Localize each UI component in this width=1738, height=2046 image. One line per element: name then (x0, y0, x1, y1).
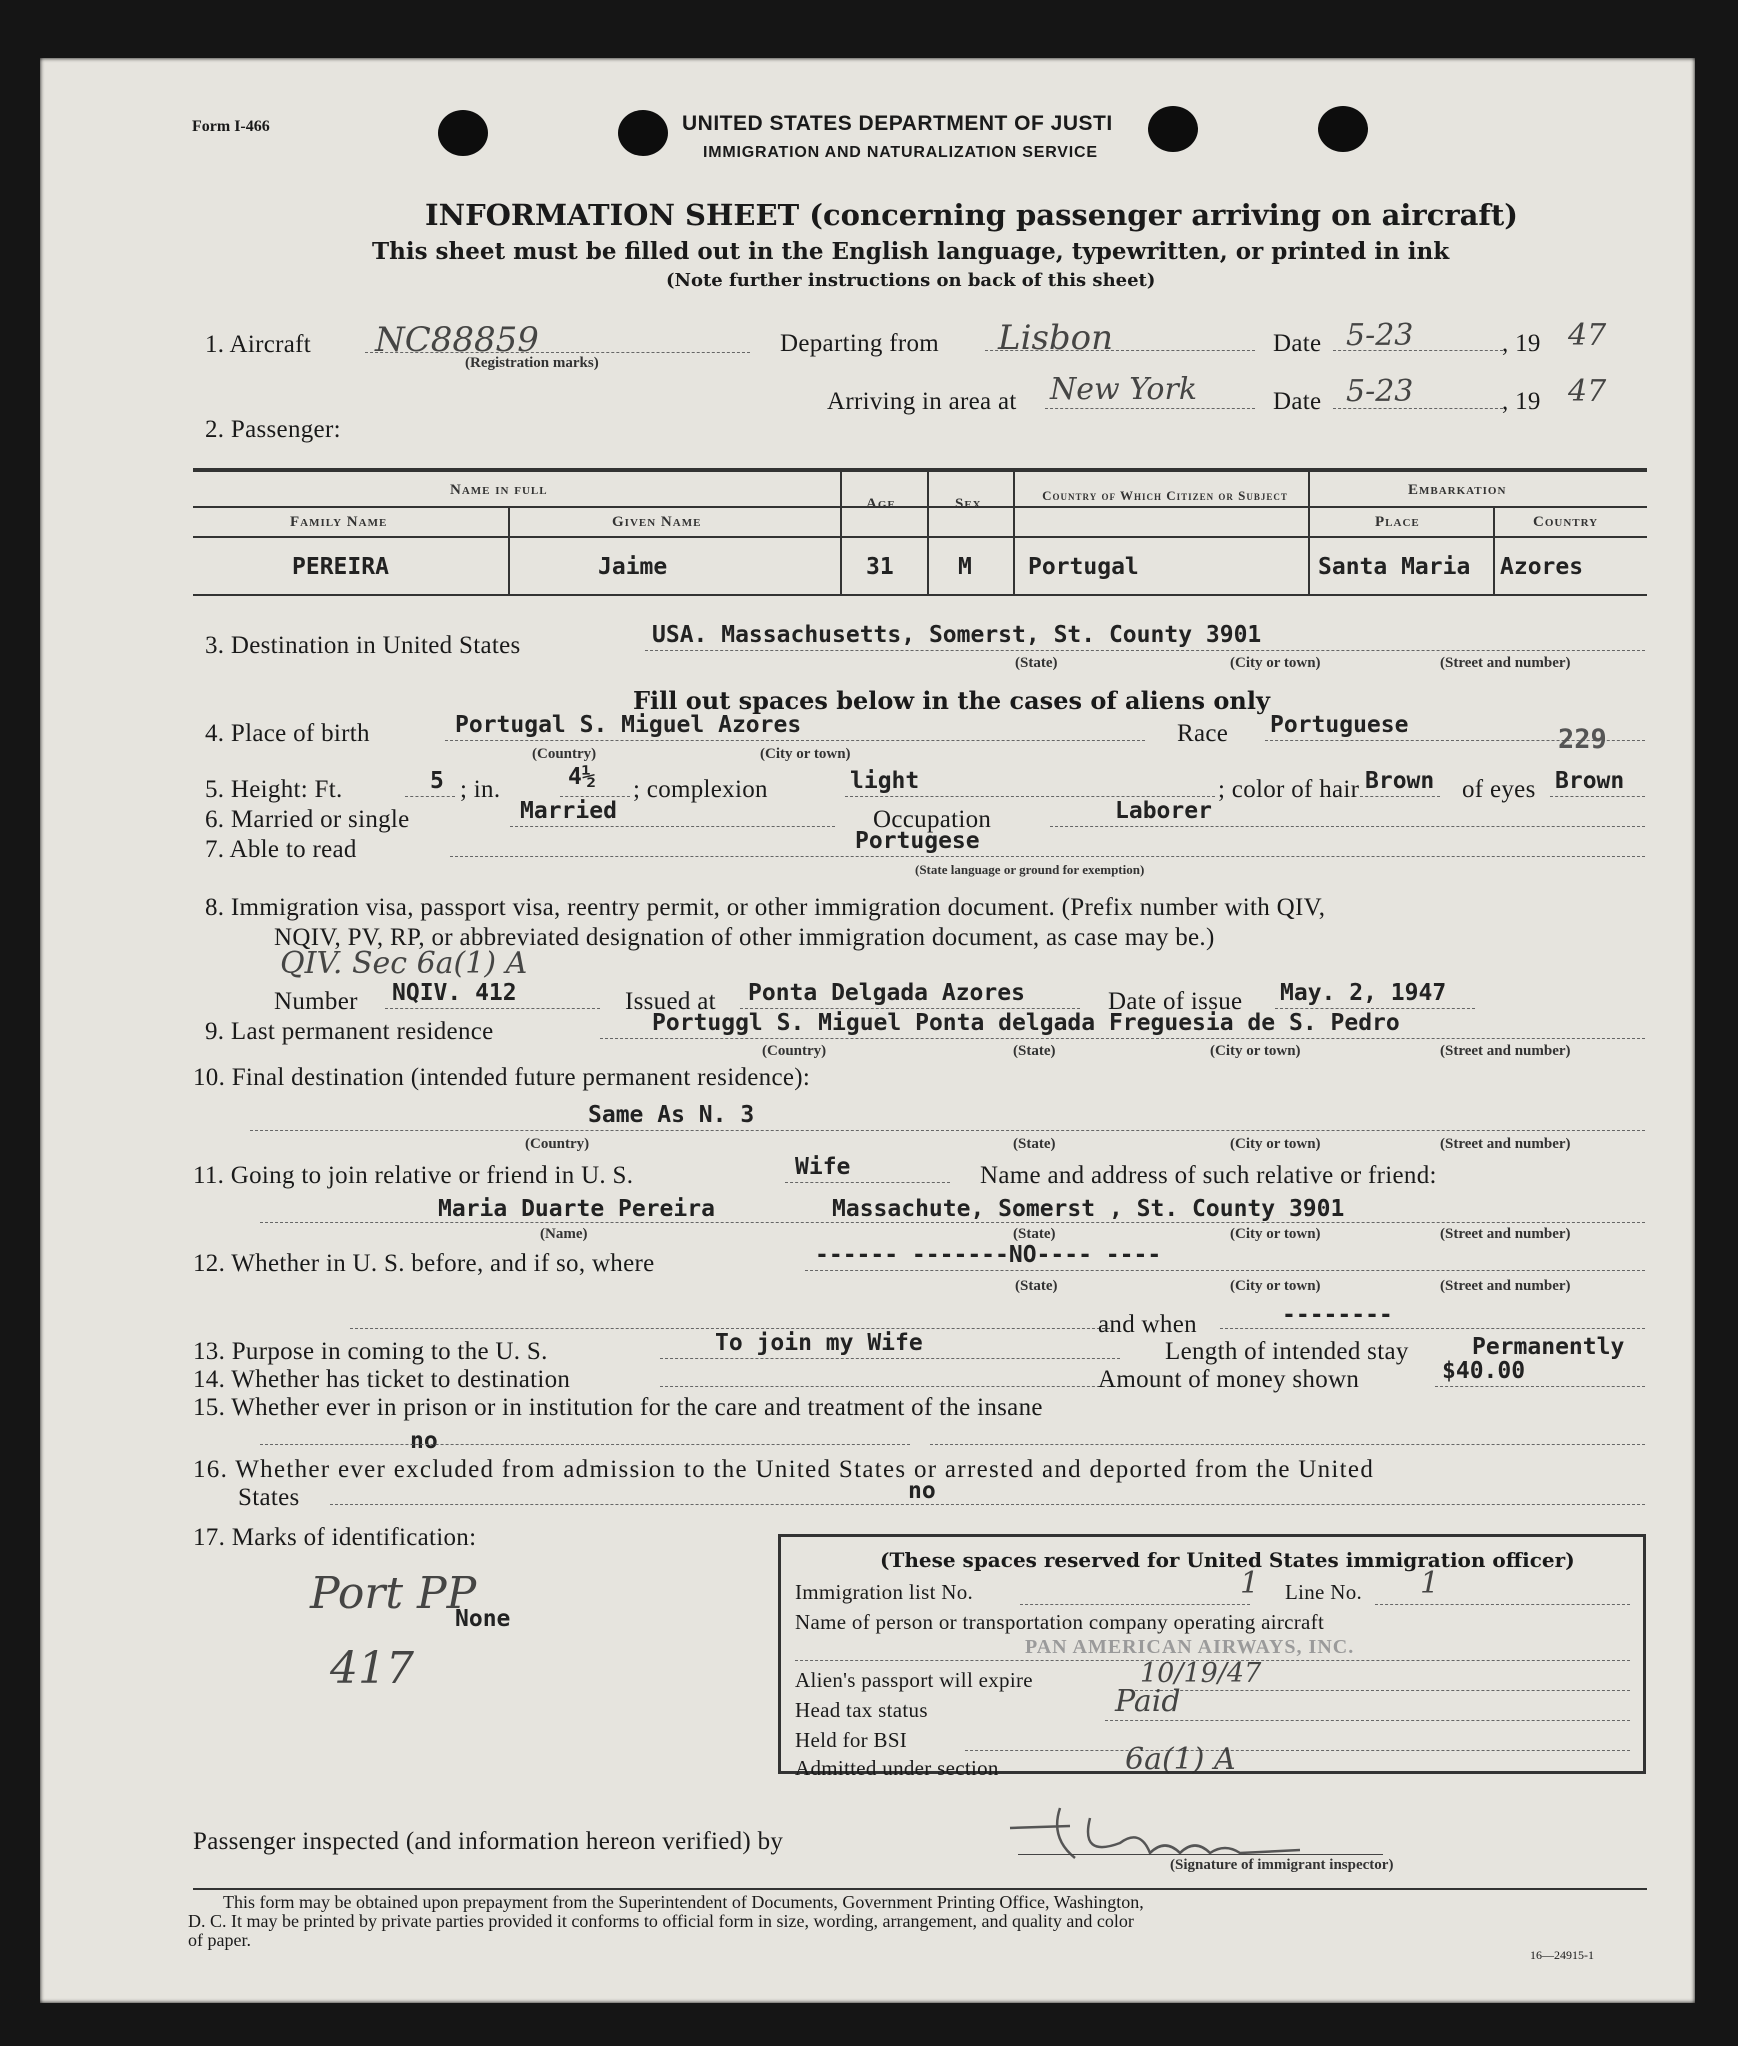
hair-label: ; color of hair (1218, 776, 1360, 803)
aircraft-value[interactable]: NC88859 (375, 320, 539, 360)
embarkation-place-value[interactable]: Santa Maria (1318, 554, 1471, 580)
visa-number-label: Number (274, 988, 358, 1015)
join-relative-value[interactable]: Wife (795, 1154, 851, 1180)
destination-value[interactable]: USA. Massachusetts, Somerst, St. County 3901 (652, 622, 1262, 648)
birth-country-caption: (Country) (532, 746, 597, 762)
list-no-label: Immigration list No. (795, 1580, 974, 1604)
head-tax-label: Head tax status (795, 1698, 928, 1722)
list-no-value[interactable]: 1 (1240, 1566, 1260, 1601)
punch-hole (1318, 106, 1368, 152)
birth-city-caption: (City or town) (760, 746, 851, 762)
height-label: 5. Height: Ft. (205, 776, 343, 803)
height-inches-value[interactable]: 4½ (568, 764, 596, 790)
operator-value[interactable]: PAN AMERICAN AIRWAYS, INC. (1025, 1636, 1355, 1658)
form-subtitle: This sheet must be filled out in the English language, typewritten, or printed in ink (372, 238, 1450, 265)
relative-name-value[interactable]: Maria Duarte Pereira (438, 1196, 715, 1222)
final-state-caption: (State) (1013, 1136, 1056, 1152)
footer-line1: This form may be obtained upon prepayment from the Superintendent of Documents, Government Printing Office, Washington, (223, 1892, 1144, 1912)
inspection-label: Passenger inspected (and information hereon verified) by (193, 1828, 784, 1855)
form-number: Form I-466 (192, 118, 270, 135)
final-destination-value[interactable]: Same As N. 3 (588, 1102, 755, 1128)
previous-street-caption: (Street and number) (1440, 1278, 1571, 1294)
passenger-label: 2. Passenger: (205, 416, 341, 443)
country-header: Country (1533, 514, 1599, 530)
operator-label: Name of person or transportation company operating aircraft (795, 1610, 1325, 1634)
excluded-label-line2: States (238, 1484, 300, 1511)
eyes-value[interactable]: Brown (1555, 768, 1625, 794)
relative-address-label: Name and address of such relative or friend: (980, 1162, 1437, 1189)
residence-city-caption: (City or town) (1210, 1043, 1301, 1059)
identification-handwritten-1: Port PP (310, 1568, 477, 1619)
occupation-value[interactable]: Laborer (1115, 798, 1212, 824)
year1-prefix: , 19 (1502, 330, 1541, 357)
race-margin-note: 229 (1558, 724, 1607, 755)
punch-hole (1148, 106, 1198, 152)
married-value[interactable]: Married (520, 798, 617, 824)
departing-value[interactable]: Lisbon (998, 318, 1114, 358)
identification-label: 17. Marks of identification: (193, 1524, 477, 1551)
given-name-header: Given Name (612, 514, 702, 530)
when-label: and when (1098, 1311, 1197, 1338)
issued-at-value[interactable]: Ponta Delgada Azores (748, 980, 1025, 1006)
date1-value[interactable]: 5-23 (1346, 318, 1414, 353)
relative-city-caption: (City or town) (1230, 1226, 1321, 1242)
dept-name: UNITED STATES DEPARTMENT OF JUSTI (682, 112, 1113, 135)
punch-hole (618, 110, 668, 156)
previous-us-value[interactable]: ------ -------NO---- ---- (815, 1242, 1162, 1268)
destination-label: 3. Destination in United States (205, 632, 521, 659)
hair-value[interactable]: Brown (1365, 768, 1435, 794)
relative-state-caption: (State) (1013, 1226, 1056, 1242)
final-destination-label: 10. Final destination (intended future permanent residence): (193, 1064, 811, 1091)
married-label: 6. Married or single (205, 806, 410, 833)
aliens-heading: Fill out spaces below in the cases of aliens only (633, 686, 1270, 715)
read-caption: (State language or ground for exemption) (915, 862, 1145, 877)
eyes-label: of eyes (1462, 776, 1536, 803)
citizen-header: Country of Which Citizen or Subject (1042, 488, 1288, 503)
form-title: INFORMATION SHEET (concerning passenger arriving on aircraft) (425, 198, 1519, 232)
ticket-label: 14. Whether has ticket to destination (193, 1366, 571, 1393)
line-no-label: Line No. (1285, 1580, 1363, 1604)
final-country-caption: (Country) (525, 1136, 590, 1152)
destination-city-caption: (City or town) (1230, 655, 1321, 671)
passport-expire-label: Alien's passport will expire (795, 1668, 1033, 1692)
citizen-value[interactable]: Portugal (1028, 554, 1139, 580)
prison-label: 15. Whether ever in prison or in institution for the care and treatment of the insane (193, 1394, 1043, 1421)
form-sheet (40, 58, 1695, 2003)
residence-state-caption: (State) (1013, 1043, 1056, 1059)
arriving-label: Arriving in area at (827, 388, 1017, 415)
head-tax-value[interactable]: Paid (1115, 1684, 1181, 1719)
visa-label-line2: NQIV, PV, RP, or abbreviated designation of other immigration document, as case may be.) (274, 924, 1215, 951)
previous-city-caption: (City or town) (1230, 1278, 1321, 1294)
previous-state-caption: (State) (1015, 1278, 1058, 1294)
date2-value[interactable]: 5-23 (1346, 374, 1414, 409)
admitted-value[interactable]: 6a(1) A (1125, 1742, 1236, 1777)
issued-at-label: Issued at (625, 988, 716, 1015)
service-name: IMMIGRATION AND NATURALIZATION SERVICE (703, 144, 1098, 161)
visa-number-value[interactable]: NQIV. 412 (392, 980, 517, 1006)
relative-name-caption: (Name) (540, 1226, 588, 1242)
given-name-value[interactable]: Jaime (598, 554, 668, 580)
destination-street-caption: (Street and number) (1440, 655, 1571, 671)
place-header: Place (1375, 514, 1420, 530)
year2-prefix: , 19 (1502, 388, 1541, 415)
birth-value[interactable]: Portugal S. Miguel Azores (455, 712, 802, 738)
read-label: 7. Able to read (205, 836, 357, 863)
complexion-label: ; complexion (633, 776, 768, 803)
stay-label: Length of intended stay (1165, 1338, 1409, 1365)
age-value[interactable]: 31 (866, 554, 894, 580)
final-street-caption: (Street and number) (1440, 1136, 1571, 1152)
embarkation-country-value[interactable]: Azores (1500, 554, 1584, 580)
relative-address-value[interactable]: Massachute, Somerst , St. County 3901 (832, 1196, 1345, 1222)
admitted-label: Admitted under section (795, 1756, 999, 1780)
passport-expire-value[interactable]: 10/19/47 (1140, 1658, 1262, 1689)
punch-hole (438, 110, 488, 156)
purpose-label: 13. Purpose in coming to the U. S. (193, 1338, 548, 1365)
issue-date-value[interactable]: May. 2, 1947 (1280, 980, 1447, 1006)
prison-value[interactable]: no (410, 1428, 438, 1454)
residence-street-caption: (Street and number) (1440, 1043, 1571, 1059)
residence-label: 9. Last permanent residence (205, 1018, 494, 1045)
year1-value[interactable]: 47 (1568, 318, 1607, 353)
residence-value[interactable]: Portuggl S. Miguel Ponta delgada Freguesia de S. Pedro (652, 1010, 1400, 1036)
arriving-value[interactable]: New York (1050, 372, 1197, 407)
height-feet-value[interactable]: 5 (430, 768, 444, 794)
residence-country-caption: (Country) (762, 1043, 827, 1059)
date2-label: Date (1273, 388, 1322, 415)
visa-handwritten-note: QIV. Sec 6a(1) A (280, 946, 528, 981)
identification-handwritten-2: 417 (330, 1643, 414, 1694)
footer-line2: D. C. It may be printed by private parties provided it conforms to official form in size, wording, arrangement, and quality and color (188, 1911, 1134, 1931)
join-relative-label: 11. Going to join relative or friend in U. S. (193, 1162, 634, 1189)
when-value[interactable]: -------- (1282, 1302, 1393, 1328)
family-name-value[interactable]: PEREIRA (292, 554, 389, 580)
race-label: Race (1177, 720, 1229, 747)
officer-box-heading: (These spaces reserved for United States immigration officer) (880, 1548, 1575, 1572)
bsi-label: Held for BSI (795, 1728, 908, 1752)
money-label: Amount of money shown (1098, 1366, 1360, 1393)
money-value[interactable]: $40.00 (1442, 1358, 1526, 1384)
aircraft-label: 1. Aircraft (205, 331, 312, 358)
year2-value[interactable]: 47 (1568, 374, 1607, 409)
previous-us-label: 12. Whether in U. S. before, and if so, where (193, 1250, 655, 1277)
sex-header: Sex (955, 496, 982, 512)
sex-value[interactable]: M (958, 554, 972, 580)
birth-label: 4. Place of birth (205, 720, 370, 747)
departing-label: Departing from (780, 330, 940, 357)
race-value[interactable]: Portuguese (1270, 712, 1409, 738)
footer-line3: of paper. (188, 1930, 251, 1950)
identification-value[interactable]: None (455, 1606, 511, 1632)
destination-state-caption: (State) (1015, 655, 1058, 671)
family-name-header: Family Name (290, 514, 388, 530)
line-no-value[interactable]: 1 (1420, 1566, 1440, 1601)
visa-label-line1: 8. Immigration visa, passport visa, reentry permit, or other immigration document. (Prefix number with QIV, (205, 894, 1326, 921)
final-city-caption: (City or town) (1230, 1136, 1321, 1152)
inspector-caption: (Signature of immigrant inspector) (1170, 1857, 1394, 1873)
footer-code: 16—24915-1 (1530, 1948, 1594, 1962)
purpose-value[interactable]: To join my Wife (715, 1330, 923, 1356)
name-in-full-header: Name in full (450, 482, 548, 498)
registration-caption: (Registration marks) (465, 355, 599, 371)
issue-date-label: Date of issue (1108, 988, 1243, 1015)
excluded-value[interactable]: no (908, 1478, 936, 1504)
relative-street-caption: (Street and number) (1440, 1226, 1571, 1242)
occupation-label: Occupation (873, 806, 992, 833)
age-header: Age (866, 496, 896, 512)
complexion-value[interactable]: light (850, 768, 920, 794)
stay-value[interactable]: Permanently (1472, 1334, 1625, 1360)
form-note: (Note further instructions on back of this sheet) (666, 270, 1156, 291)
embarkation-header: Embarkation (1408, 482, 1507, 498)
read-value[interactable]: Portugese (855, 828, 980, 854)
inches-label: ; in. (460, 776, 501, 803)
excluded-label-line1: 16. Whether ever excluded from admission to the United States or arrested and deported from the United (193, 1456, 1375, 1483)
date1-label: Date (1273, 330, 1322, 357)
